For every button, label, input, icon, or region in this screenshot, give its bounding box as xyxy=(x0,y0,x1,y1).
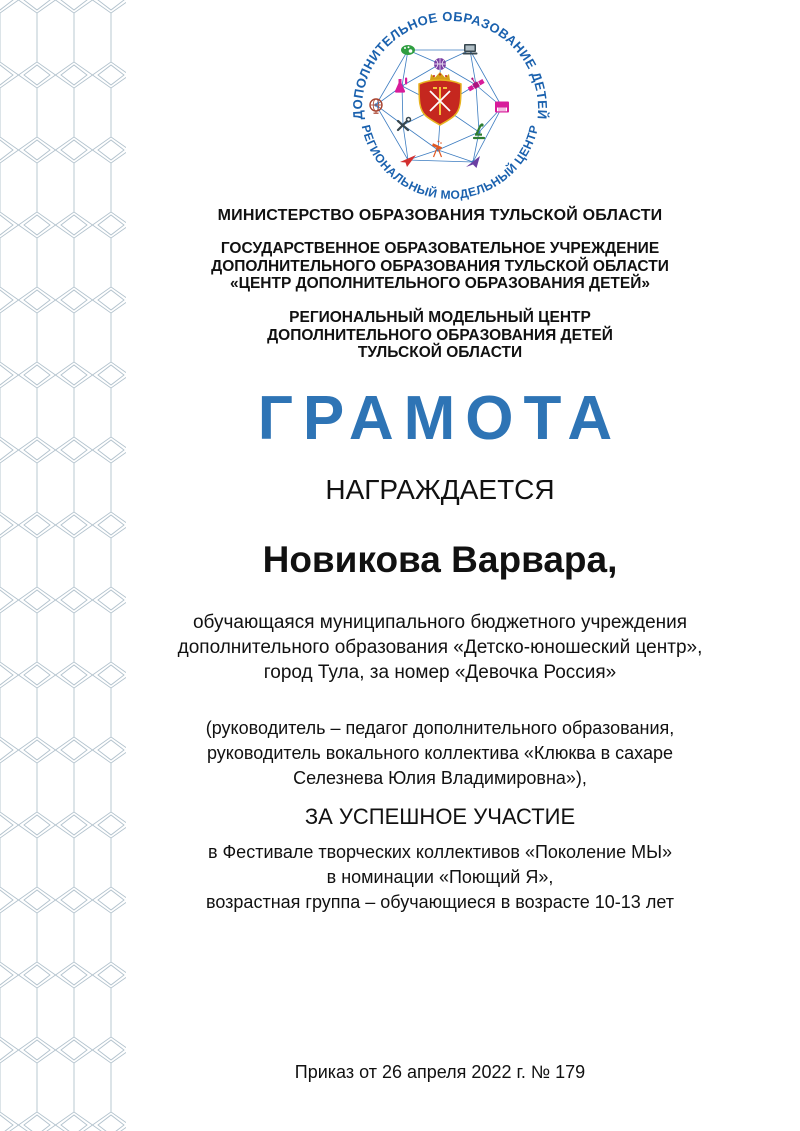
recipient-description xyxy=(80,610,800,685)
supervisor-line: (руководитель – педагог дополнительного образования, xyxy=(205,718,675,738)
logo-arc-bottom-text: РЕГИОНАЛЬНЫЙ МОДЕЛЬНЫЙ ЦЕНТР xyxy=(358,123,542,202)
description-line: город Тула, за номер «Девочка Россия» xyxy=(263,662,617,683)
institution-line: ГОСУДАРСТВЕННОЕ ОБРАЗОВАТЕЛЬНОЕ УЧРЕЖДЕНИЕ xyxy=(220,240,660,257)
supervisor-note xyxy=(80,716,800,791)
institution-name xyxy=(80,240,800,293)
award-reason: ЗА УСПЕШНОЕ УЧАСТИЕ xyxy=(304,804,576,829)
rmc-line: ТУЛЬСКОЙ ОБЛАСТИ xyxy=(357,344,523,361)
description-line: дополнительного образования «Детско-юношеский центр», xyxy=(177,637,703,658)
order-reference: Приказ от 26 апреля 2022 г. № 179 xyxy=(294,1062,586,1082)
institution-line: «ЦЕНТР ДОПОЛНИТЕЛЬНОГО ОБРАЗОВАНИЯ ДЕТЕЙ» xyxy=(230,275,650,292)
recipient-name: Новикова Варвара, xyxy=(262,539,618,580)
palette-icon xyxy=(401,45,415,55)
microscope-icon xyxy=(474,123,484,138)
logo-arc-top-text: ДОПОЛНИТЕЛЬНОЕ ОБРАЗОВАНИЕ ДЕТЕЙ xyxy=(349,8,551,121)
tools-icon xyxy=(398,118,411,131)
organization-logo xyxy=(330,8,570,204)
ministry-title: МИНИСТЕРСТВО ОБРАЗОВАНИЯ ТУЛЬСКОЙ ОБЛАСТИ xyxy=(217,207,663,224)
supervisor-line: Селезнева Юлия Владимировна»), xyxy=(293,768,587,788)
event-line: возрастная группа – обучающиеся в возрасте 10-13 лет xyxy=(206,892,674,912)
telescope-icon xyxy=(433,141,442,158)
description-line: обучающаяся муниципального бюджетного учреждения xyxy=(192,612,688,633)
institution-line: ДОПОЛНИТЕЛЬНОГО ОБРАЗОВАНИЯ ТУЛЬСКОЙ ОБЛАСТИ xyxy=(211,257,669,275)
event-line: в номинации «Поющий Я», xyxy=(326,867,554,887)
rmc-line: ДОПОЛНИТЕЛЬНОГО ОБРАЗОВАНИЯ ДЕТЕЙ xyxy=(267,326,613,344)
event-line: в Фестивале творческих коллективов «Поколение МЫ» xyxy=(207,842,673,862)
certificate-title: ГРАМОТА xyxy=(257,384,623,453)
laptop-icon xyxy=(463,44,478,55)
supervisor-line: руководитель вокального коллектива «Клюква в сахаре xyxy=(206,743,674,763)
paper-plane-icon xyxy=(400,155,416,167)
regional-center-name xyxy=(80,309,800,362)
awarded-label: НАГРАЖДАЕТСЯ xyxy=(325,474,555,505)
rmc-line: РЕГИОНАЛЬНЫЙ МОДЕЛЬНЫЙ ЦЕНТР xyxy=(289,309,591,326)
basketball-icon xyxy=(434,58,446,70)
tula-coat-of-arms xyxy=(419,72,461,125)
chemistry-flasks-icon xyxy=(395,78,407,93)
piano-icon xyxy=(495,102,509,113)
signature-zone xyxy=(0,900,800,1070)
